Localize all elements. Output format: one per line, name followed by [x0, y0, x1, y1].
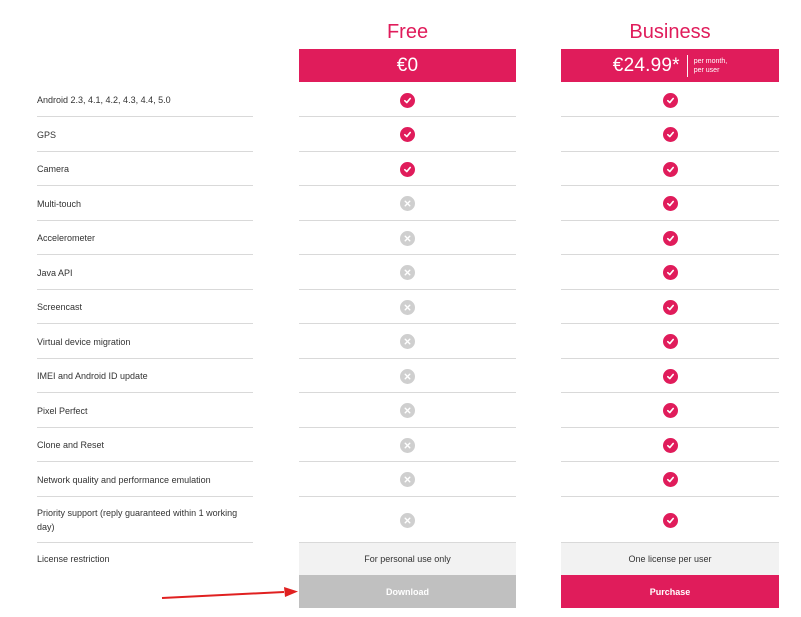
check-circle-icon: [663, 265, 678, 280]
cross-circle-icon: [400, 300, 415, 315]
feature-cell-free: [299, 359, 516, 393]
feature-cell-free: [299, 83, 516, 117]
purchase-button[interactable]: Purchase: [561, 575, 779, 608]
plan-title-free: Free: [386, 21, 429, 43]
price-box-free: [299, 49, 516, 82]
feature-cell-free: [299, 186, 516, 221]
feature-cell-free: [299, 221, 516, 255]
check-circle-icon: [663, 93, 678, 108]
feature-label: Clone and Reset: [37, 440, 105, 450]
check-circle-icon: [663, 334, 678, 349]
feature-cell-free: [299, 428, 516, 462]
check-circle-icon: [663, 513, 678, 528]
annotation-arrow-icon: [160, 584, 300, 604]
price-business: €24.99*: [612, 54, 680, 76]
feature-cell-business: [561, 117, 779, 152]
feature-cell-free: [299, 393, 516, 428]
feature-label: GPS: [37, 129, 57, 140]
feature-label: Screencast: [37, 302, 83, 312]
cross-circle-icon: [400, 369, 415, 384]
cross-circle-icon: [400, 513, 415, 528]
feature-cell-free: [299, 497, 516, 543]
check-circle-icon: [663, 369, 678, 384]
feature-label: Network quality and performance emulation: [37, 474, 211, 485]
license-label: License restriction: [37, 554, 110, 564]
plan-title-business: Business: [629, 21, 711, 43]
feature-label: Priority support (reply guaranteed within 1 working day): [37, 508, 238, 532]
feature-cell-business: [561, 393, 779, 428]
feature-cell-business: [561, 428, 779, 462]
license-business: One license per user: [561, 543, 779, 575]
feature-label: Pixel Perfect: [37, 405, 88, 416]
feature-label: Accelerometer: [37, 233, 96, 243]
feature-cell-free: [299, 255, 516, 290]
check-circle-icon: [400, 93, 415, 108]
feature-cell-free: [299, 462, 516, 497]
download-button[interactable]: Download: [299, 575, 516, 608]
price-note: [694, 57, 727, 75]
feature-cell-free: [299, 290, 516, 324]
check-circle-icon: [663, 162, 678, 177]
feature-cell-business: [561, 290, 779, 324]
check-circle-icon: [663, 438, 678, 453]
price-note-line: per month,: [693, 57, 728, 65]
check-circle-icon: [663, 403, 678, 418]
feature-cell-business: [561, 186, 779, 221]
feature-cell-free: [299, 152, 516, 186]
cross-circle-icon: [400, 472, 415, 487]
feature-cell-free: [299, 324, 516, 359]
feature-label: Java API: [37, 267, 73, 278]
check-circle-icon: [663, 472, 678, 487]
feature-cell-business: [561, 83, 779, 117]
feature-cell-business: [561, 359, 779, 393]
check-circle-icon: [400, 162, 415, 177]
price-separator: [687, 55, 688, 77]
price-box-business: [561, 49, 779, 82]
check-circle-icon: [663, 231, 678, 246]
cross-circle-icon: [400, 265, 415, 280]
feature-cell-business: [561, 221, 779, 255]
feature-cell-business: [561, 462, 779, 497]
feature-cell-business: [561, 497, 779, 543]
cross-circle-icon: [400, 231, 415, 246]
price-free: €0: [396, 54, 419, 76]
cross-circle-icon: [400, 196, 415, 211]
feature-label: Android 2.3, 4.1, 4.2, 4.3, 4.4, 5.0: [37, 95, 171, 105]
feature-label: Virtual device migration: [37, 336, 131, 347]
feature-cell-business: [561, 324, 779, 359]
feature-label: IMEI and Android ID update: [37, 371, 148, 381]
check-circle-icon: [663, 300, 678, 315]
price-note-line: per user: [693, 66, 720, 74]
feature-cell-business: [561, 255, 779, 290]
check-circle-icon: [400, 127, 415, 142]
license-free: For personal use only: [299, 543, 516, 575]
check-circle-icon: [663, 196, 678, 211]
check-circle-icon: [663, 127, 678, 142]
cross-circle-icon: [400, 438, 415, 453]
feature-cell-free: [299, 117, 516, 152]
feature-label: Multi-touch: [37, 198, 82, 209]
cross-circle-icon: [400, 334, 415, 349]
feature-cell-business: [561, 152, 779, 186]
feature-label: Camera: [37, 164, 70, 174]
cross-circle-icon: [400, 403, 415, 418]
